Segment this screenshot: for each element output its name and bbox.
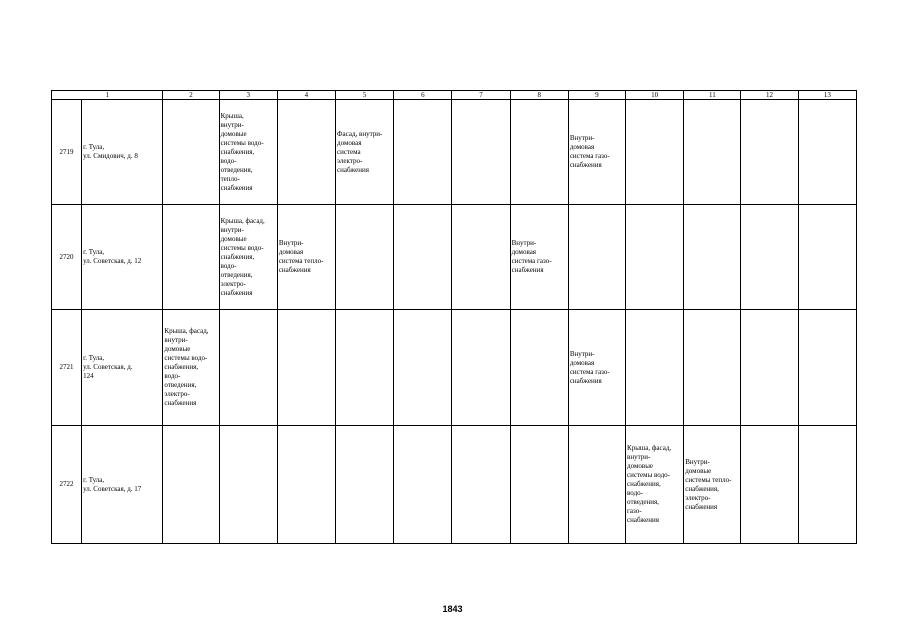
table-cell: [163, 100, 219, 205]
table-row: [52, 426, 857, 544]
table-row: [52, 205, 857, 310]
table-cell: [568, 205, 625, 310]
table-cell: [684, 100, 741, 205]
column-header: 2: [163, 91, 219, 100]
table-cell: [336, 205, 394, 310]
table-cell: [741, 310, 798, 426]
table-cell: Крыша, внутри- домовые системы водо- снабжения, водо- отведения, тепло- снабжения: [219, 100, 277, 205]
address-cell: г. Тула, ул. Советская, д. 17: [82, 426, 163, 544]
column-header: 10: [626, 91, 684, 100]
table-cell: [684, 205, 741, 310]
table-row: [52, 310, 857, 426]
table-cell: [798, 205, 856, 310]
table-row: [52, 100, 857, 205]
table-cell: [394, 310, 452, 426]
table-cell: [452, 205, 510, 310]
column-header: 7: [452, 91, 510, 100]
table-cell: [510, 310, 568, 426]
table-cell: [336, 426, 394, 544]
table-cell: [798, 100, 856, 205]
table-cell: [798, 426, 856, 544]
table-cell: Внутри- домовая система газо- снабжения: [568, 100, 625, 205]
column-header: 11: [684, 91, 741, 100]
table-cell: Крыша, фасад, внутри- домовые системы водо- снабжения, водо- отведения, электро- снабжения: [219, 205, 277, 310]
table-cell: [394, 205, 452, 310]
repair-schedule-table: [51, 90, 857, 544]
table-cell: Крыша, фасад, внутри- домовые системы водо- снабжения, водо- отведения, электро- снабжения: [163, 310, 219, 426]
table-cell: [277, 426, 335, 544]
row-number: 2721: [52, 310, 82, 426]
table-cell: [568, 426, 625, 544]
table-cell: [163, 426, 219, 544]
table-cell: [219, 426, 277, 544]
table-cell: [452, 426, 510, 544]
table-cell: Крыша, фасад, внутри- домовые системы водо- снабжения, водо- отведения, газо- снабжения: [626, 426, 684, 544]
table-cell: [626, 100, 684, 205]
column-header: 12: [741, 91, 798, 100]
table-cell: [452, 310, 510, 426]
table-cell: [626, 310, 684, 426]
table-cell: [394, 426, 452, 544]
table-cell: [684, 310, 741, 426]
column-header: 6: [394, 91, 452, 100]
column-header: 4: [277, 91, 335, 100]
table-header-row: [52, 91, 857, 100]
table-cell: Внутри- домовая система газо- снабжения: [568, 310, 625, 426]
page-number: 1843: [442, 604, 463, 614]
address-cell: г. Тула, ул. Советская, д. 124: [82, 310, 163, 426]
table-cell: [277, 100, 335, 205]
table-cell: [741, 100, 798, 205]
table-cell: [510, 426, 568, 544]
address-cell: г. Тула, ул. Смидович, д. 8: [82, 100, 163, 205]
table-cell: Фасад, внутри- домовая система электро- снабжения: [336, 100, 394, 205]
table-cell: [510, 100, 568, 205]
column-header: 3: [219, 91, 277, 100]
column-header: 9: [568, 91, 625, 100]
table-cell: Внутри- домовая система тепло- снабжения: [277, 205, 335, 310]
table-cell: Внутри- домовые системы тепло- снабжения, электро- снабжения: [684, 426, 741, 544]
table-cell: [452, 100, 510, 205]
table-cell: Внутри- домовая система газо- снабжения: [510, 205, 568, 310]
column-header: 8: [510, 91, 568, 100]
table-cell: [741, 205, 798, 310]
table-cell: [394, 100, 452, 205]
row-number: 2719: [52, 100, 82, 205]
address-cell: г. Тула, ул. Советская, д. 12: [82, 205, 163, 310]
table-cell: [336, 310, 394, 426]
table-cell: [626, 205, 684, 310]
column-header: 13: [798, 91, 856, 100]
row-number: 2722: [52, 426, 82, 544]
column-header: 5: [336, 91, 394, 100]
table-cell: [277, 310, 335, 426]
table-cell: [798, 310, 856, 426]
table-cell: [163, 205, 219, 310]
column-header: 1: [52, 91, 163, 100]
table-cell: [741, 426, 798, 544]
row-number: 2720: [52, 205, 82, 310]
table-cell: [219, 310, 277, 426]
